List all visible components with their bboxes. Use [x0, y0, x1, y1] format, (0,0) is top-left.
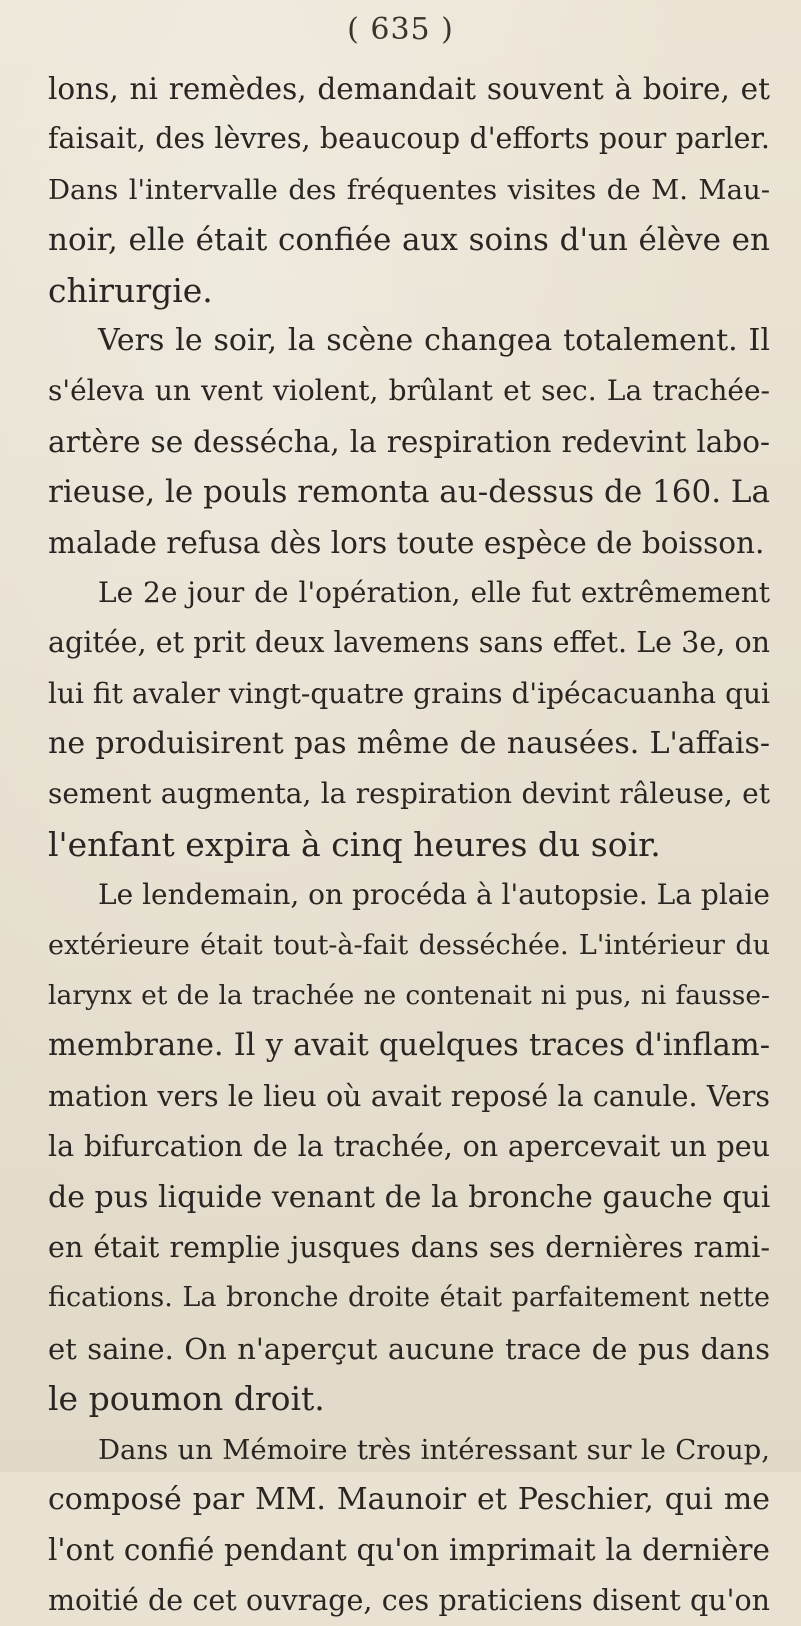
text-line: composé par MM. Maunoir et Peschier, qui me [48, 1481, 770, 1517]
text-line: ne produisirent pas même de nausées. L'affais- [48, 726, 770, 762]
text-line: en était remplie jusques dans ses dernières rami- [48, 1230, 770, 1264]
text-line: agitée, et prit deux lavemens sans effet. Le 3e, on [48, 626, 770, 660]
text-line: malade refusa dès lors toute espèce de boisson. [48, 525, 765, 560]
body-text [48, 64, 770, 1626]
text-line: la bifurcation de la trachée, on apercevait un peu [48, 1130, 770, 1164]
text-line: et saine. On n'aperçut aucune trace de pus dans [48, 1331, 770, 1366]
text-line: Dans un Mémoire très intéressant sur le Croup, [98, 1433, 770, 1466]
text-line: larynx et de la trachée ne contenait ni pus, ni fausse- [48, 980, 770, 1012]
text-line: Dans l'intervalle des fréquentes visites de M. Mau- [48, 173, 770, 206]
text-line: faisait, des lèvres, beaucoup d'efforts pour parler. [48, 122, 770, 156]
text-line: noir, elle était confiée aux soins d'un élève en [48, 222, 770, 259]
text-line: membrane. Il y avait quelques traces d'inflam- [48, 1028, 770, 1064]
text-line: le poumon droit. [48, 1379, 325, 1419]
text-line: Le 2e jour de l'opération, elle fut extrêmement [98, 575, 770, 609]
text-line: lui fit avaler vingt-quatre grains d'ipécacuanha qui [48, 676, 770, 710]
text-line: sement augmenta, la respiration devint râleuse, et [48, 777, 770, 811]
text-line: s'éleva un vent violent, brûlant et sec. La trachée- [48, 374, 770, 408]
text-line: rieuse, le pouls remonta au-dessus de 160. La [48, 474, 770, 511]
text-line: extérieure était tout-à-fait desséchée. L'intérieur du [48, 929, 770, 961]
text-line: artère se dessécha, la respiration redevint labo- [48, 424, 770, 459]
text-line: Vers le soir, la scène changea totalement. Il [98, 322, 770, 358]
page-number: ( 635 ) [347, 12, 454, 47]
text-line: moitié de cet ouvrage, ces praticiens disent qu'on [48, 1583, 770, 1617]
text-line: Le lendemain, on procéda à l'autopsie. La plaie [98, 878, 770, 912]
text-line: lons, ni remèdes, demandait souvent à boire, et [48, 72, 770, 106]
text-line: fications. La bronche droite était parfaitement nette [48, 1282, 770, 1314]
text-line: l'ont confié pendant qu'on imprimait la dernière [48, 1533, 770, 1568]
text-line: l'enfant expira à cinq heures du soir. [48, 824, 661, 864]
text-line: mation vers le lieu où avait reposé la canule. Vers [48, 1079, 770, 1113]
text-line: de pus liquide venant de la bronche gauche qui [48, 1179, 770, 1215]
text-line: chirurgie. [48, 270, 213, 310]
